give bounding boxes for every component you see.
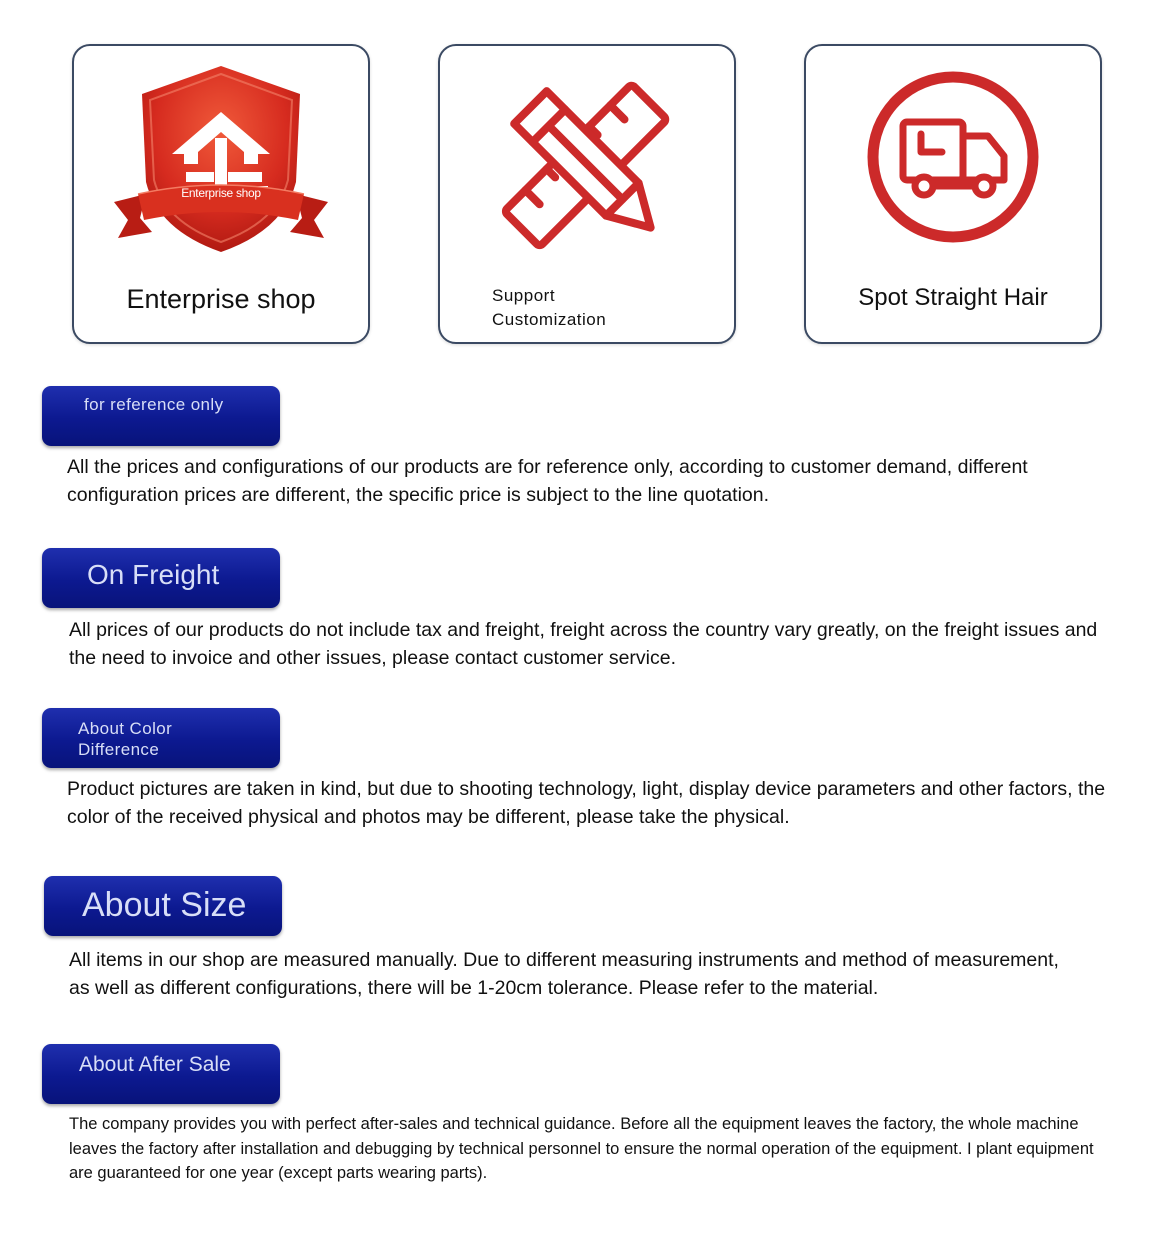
section-badge-size <box>44 876 282 936</box>
section-badge-color-difference <box>42 708 280 768</box>
ribbon-text: Enterprise shop <box>181 186 261 200</box>
section-text: All items in our shop are measured manually. Due to different measuring instruments and method of measurement, as well as different configurations, there will be 1-20cm tolerance. Please refer to the material. <box>69 949 1059 999</box>
feature-card-spot-straight-hair <box>804 44 1102 344</box>
section-text: Product pictures are taken in kind, but due to shooting technology, light, display device parameters and other factors, the color of the received physical and photos may be different, please take the physical. <box>67 778 1106 828</box>
section-title: On Freight <box>87 559 220 590</box>
enterprise-shield-icon <box>74 54 368 274</box>
section-text: All prices of our products do not include tax and freight, freight across the country vary greatly, on the freight issues and the need to invoice and other issues, please contact customer service. <box>69 619 1098 669</box>
section-text: The company provides you with perfect after-sales and technical guidance. Before all the equipment leaves the factory, the whole machine leaves the factory after installation and debugging by technical personnel to ensure the normal operation of the equipment. I plant equipment are guaranteed for one year (except parts wearing parts). <box>69 1115 1094 1182</box>
section-title: About After Sale <box>79 1053 231 1076</box>
section-badge-after-sale <box>42 1044 280 1104</box>
section-title: for reference only <box>84 395 224 414</box>
feature-card-support-customization <box>438 44 736 344</box>
card-label: Spot Straight Hair <box>858 284 1048 311</box>
section-badge-reference <box>42 386 280 446</box>
section-text: All the prices and configurations of our products are for reference only, according to customer demand, different configuration prices are different, the specific price is subject to the line quotation. <box>67 456 1028 506</box>
section-badge-freight <box>42 548 280 608</box>
card-label: Enterprise shop <box>126 284 316 314</box>
section-title: About Size <box>82 886 247 924</box>
pencil-ruler-icon <box>440 54 734 274</box>
feature-card-enterprise-shop <box>72 44 370 344</box>
delivery-truck-icon <box>806 54 1100 274</box>
section-title: About Color Difference <box>78 719 173 759</box>
card-label: Support Customization <box>492 286 607 329</box>
